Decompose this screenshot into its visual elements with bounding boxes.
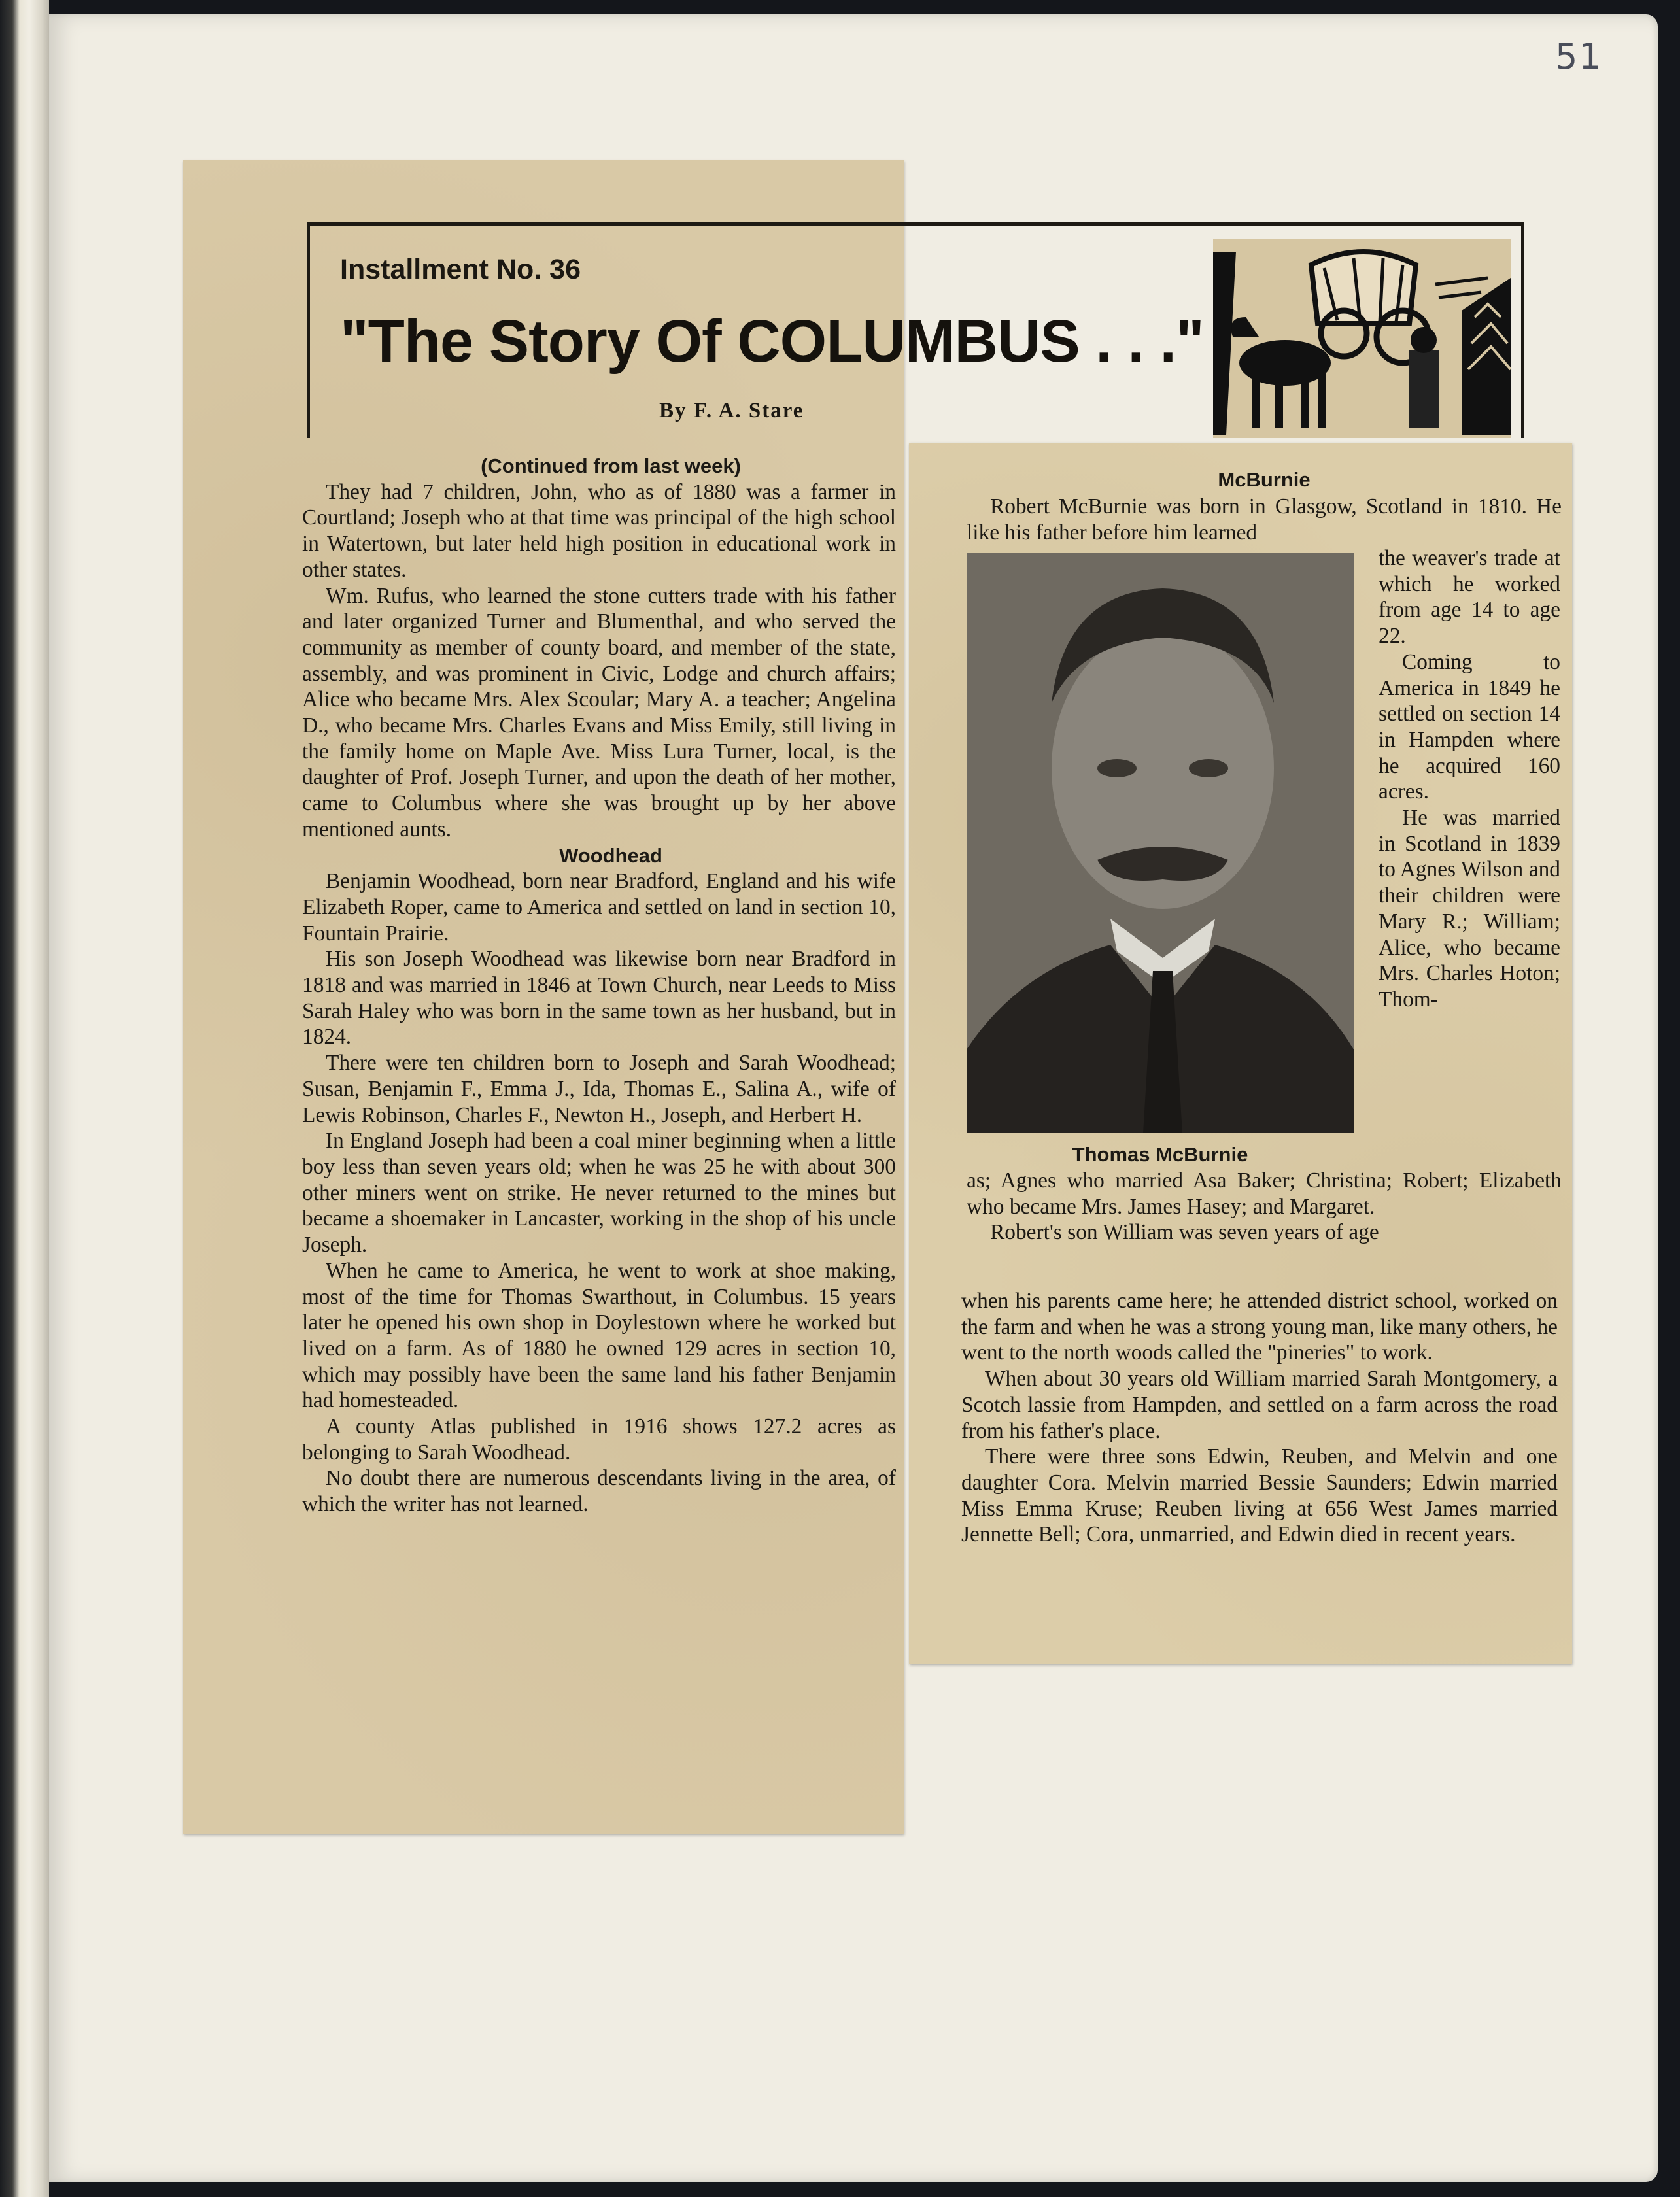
page-number: 51	[1555, 36, 1603, 77]
paragraph: His son Joseph Woodhead was likewise born near Bradford in 1818 and was married in 1846 at Town Church, near Leeds to Miss Sarah Haley who was born in the same town as her husband, but in 1824.	[302, 947, 896, 1049]
mcburnie-bottom-column	[961, 1288, 1558, 1548]
paragraph: They had 7 children, John, who as of 1880 was a farmer in Courtland; Joseph who at that time was principal of the high school in Watertown, but later held high position in educational work in other states.	[302, 479, 896, 582]
story-title: "The Story Of COLUMBUS . . ."	[340, 308, 1204, 375]
paragraph: In England Joseph had been a coal miner beginning when a little boy less than seven years old; when he was 25 he with about 300 other miners went on strike. He never returned to the mines but became a shoemaker in Lancaster, working in the shop of his uncle Joseph.	[302, 1129, 896, 1257]
paragraph: There were three sons Edwin, Reuben, and Melvin and one daughter Cora. Melvin married Bessie Saunders; Edwin married Miss Emma Kruse; Reuben living at 656 West James married Jennette Bell; Cora, unmarried, and Edwin died in recent years.	[961, 1444, 1558, 1547]
paragraph: Wm. Rufus, who learned the stone cutters trade with his father and later organized Turner and Blumenthal, and who served the community as member of county board, and member of the state, assembly, and was prominent in Civic, Lodge and church affairs; Alice who became Mrs. Alex Scoular; Mary A. a teacher; Angelina D., who became Mrs. Charles Evans and Miss Emily, still living in the family home on Maple Ave. Miss Lura Turner, local, is the daughter of Prof. Joseph Turner, and upon the death of her mother, came to Columbus where she was brought up by her above mentioned aunts.	[302, 583, 896, 842]
paragraph: Coming to America in 1849 he settled on section 14 in Hampden where he acquired 160 acres.	[1379, 649, 1560, 804]
paragraph: when his parents came here; he attended district school, worked on the farm and when he was a strong young man, like many others, he went to the north woods called the "pineries" to work.	[961, 1289, 1558, 1365]
wagon-woodcut-illustration	[1213, 239, 1511, 438]
paragraph: When about 30 years old William married Sarah Montgomery, a Scotch lassie from Hampden, and settled on a farm across the road from his father's place.	[961, 1367, 1558, 1443]
paragraph: Robert's son William was seven years of age	[990, 1220, 1379, 1245]
byline: By F. A. Stare	[659, 399, 804, 422]
woodhead-subheading: Woodhead	[559, 843, 662, 867]
paragraph: Robert McBurnie was born in Glasgow, Scotland in 1810. He like his father before him learned	[967, 494, 1562, 545]
installment-label: Installment No. 36	[340, 254, 581, 285]
left-column-text	[302, 453, 896, 1518]
continued-subheading: (Continued from last week)	[481, 454, 741, 477]
mcburnie-continuation	[967, 1168, 1562, 1246]
mcburnie-side-column	[1379, 545, 1560, 1013]
paragraph: as; Agnes who married Asa Baker; Christina; Robert; Elizabeth who became Mrs. James Hasey; and Margaret.	[967, 1168, 1562, 1219]
paragraph: the weaver's trade at which he worked from age 14 to age 22.	[1379, 546, 1560, 649]
album-binding	[0, 0, 49, 2197]
paragraph: There were ten children born to Joseph and Sarah Woodhead; Susan, Benjamin F., Emma J., Ida, Thomas E., Salina A., wife of Lewis Robinson, Charles F., Newton H., Joseph, and Herbert H.	[302, 1051, 896, 1127]
portrait-photo	[967, 553, 1354, 1133]
paragraph: A county Atlas published in 1916 shows 127.2 acres as belonging to Sarah Woodhead.	[302, 1414, 896, 1465]
photo-caption: Thomas McBurnie	[1072, 1143, 1248, 1166]
mcburnie-intro	[967, 494, 1562, 545]
mcburnie-subheading: McBurnie	[1218, 468, 1311, 491]
paragraph: He was married in Scotland in 1839 to Agnes Wilson and their children were Mary R.; William; Alice, who became Mrs. Charles Hoton; Thom-	[1379, 806, 1560, 1012]
paragraph: Benjamin Woodhead, born near Bradford, England and his wife Elizabeth Roper, came to America and settled on land in section 10, Fountain Prairie.	[302, 869, 896, 945]
paragraph: When he came to America, he went to work at shoe making, most of the time for Thomas Swarthout, in Columbus. 15 years later he opened his own shop in Doylestown where he worked but lived on a farm. As of 1880 he owned 129 acres in section 10, which may possibly have been the same land his father Benjamin had homesteaded.	[302, 1258, 896, 1413]
paragraph: No doubt there are numerous descendants living in the area, of which the writer has not learned.	[302, 1466, 896, 1517]
